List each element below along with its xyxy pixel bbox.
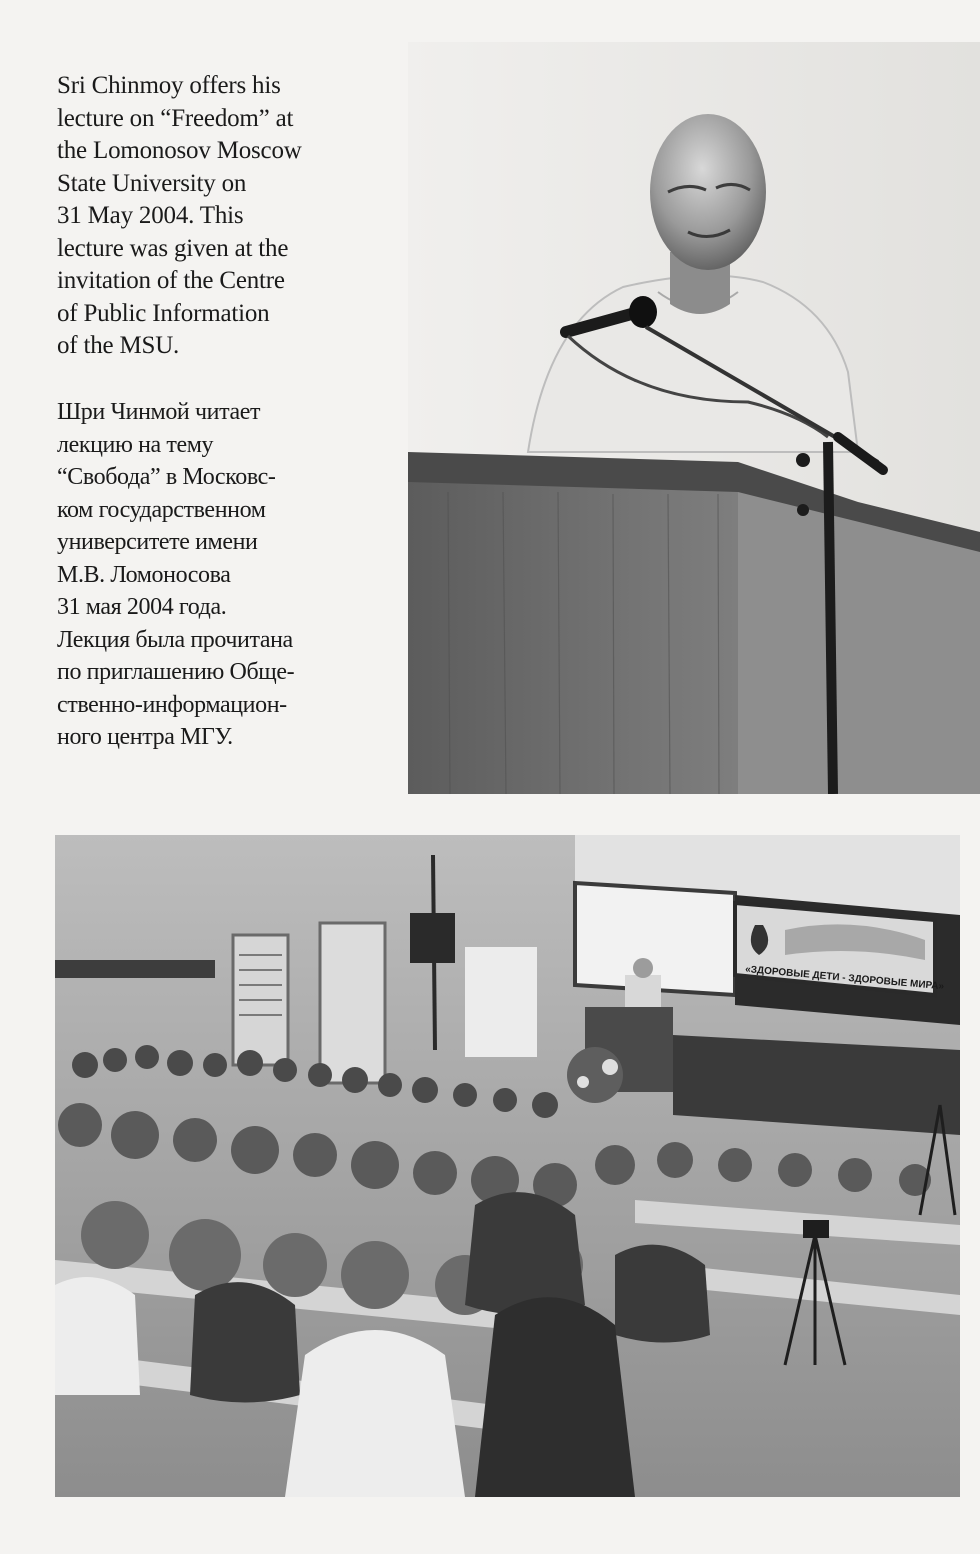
caption-english bbox=[57, 70, 357, 363]
caption-line: М.В. Ломоносова bbox=[57, 561, 231, 588]
caption-line: университете имени bbox=[57, 529, 258, 555]
caption-line: лекцию на тему bbox=[57, 431, 214, 458]
caption-line: 31 мая 2004 года. bbox=[57, 594, 227, 620]
caption-line: lecture on “Freedom” at bbox=[57, 104, 294, 132]
caption-line: Лекция была прочитана bbox=[57, 626, 293, 653]
speaker-illustration bbox=[408, 42, 980, 794]
caption-line: по приглашению Обще- bbox=[57, 659, 295, 685]
banner-text: «ЗДОРОВЫЕ ДЕТИ - ЗДОРОВЫЕ МИРА» bbox=[744, 964, 945, 993]
photo-speaker-at-lectern bbox=[408, 42, 980, 794]
caption-russian bbox=[57, 396, 357, 754]
caption-line: of the MSU. bbox=[57, 332, 180, 359]
auditorium-illustration bbox=[55, 835, 960, 1497]
caption-line: lecture was given at the bbox=[57, 234, 289, 262]
caption-line: invitation of the Centre bbox=[57, 267, 285, 294]
caption-line: State University on bbox=[57, 169, 247, 197]
caption-line: the Lomonosov Moscow bbox=[57, 137, 302, 164]
caption-line: ком государственном bbox=[57, 496, 266, 523]
caption-line: “Свобода” в Московс- bbox=[57, 464, 276, 490]
caption-line: 31 May 2004. This bbox=[57, 202, 244, 229]
caption-line: ного центра МГУ. bbox=[57, 724, 233, 750]
caption-line: of Public Information bbox=[57, 299, 270, 327]
photo-auditorium-audience bbox=[55, 835, 960, 1497]
caption-line: ственно-информацион- bbox=[57, 691, 287, 718]
caption-line: Sri Chinmoy offers his bbox=[57, 72, 281, 99]
caption-line: Шри Чинмой читает bbox=[57, 399, 261, 425]
